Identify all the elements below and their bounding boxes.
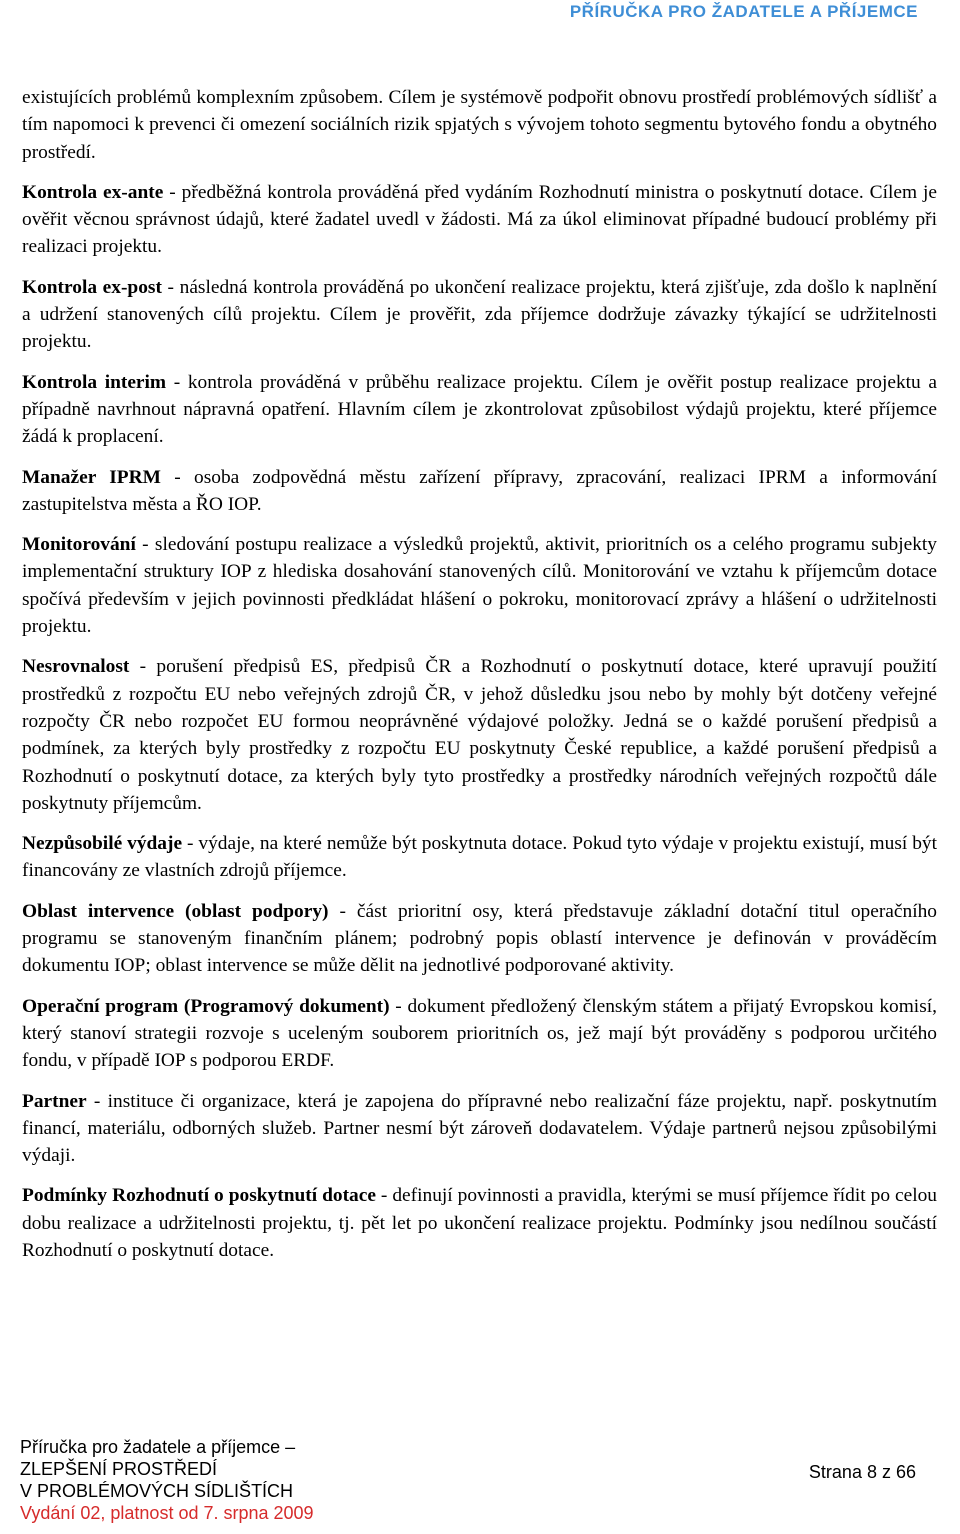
glossary-entry: [22, 464, 937, 519]
glossary-entry: [22, 179, 937, 261]
footer-line-3: V PROBLÉMOVÝCH SÍDLIŠTÍCH: [20, 1481, 294, 1501]
glossary-entry: [22, 1088, 937, 1170]
glossary-entry: [22, 531, 937, 640]
glossary-definition: - následná kontrola prováděná po ukončení realizace projektu, která zjišťuje, zda došlo k naplnění a udržení stanovených cílů projektu. Cílem je prověřit, zda příjemce dodržuje závazky týkající se udržitelnosti projektu.: [22, 276, 937, 353]
footer-line-2: ZLEPŠENÍ PROSTŘEDÍ: [20, 1459, 218, 1479]
glossary-definition: - výdaje, na které nemůže být poskytnuta dotace. Pokud tyto výdaje v projektu existují, musí být financovány ze vlastních zdrojů příjemce.: [22, 833, 937, 882]
footer-line-1: Příručka pro žadatele a příjemce –: [20, 1437, 296, 1457]
glossary-entry: [22, 369, 937, 451]
glossary-term: Manažer IPRM: [22, 466, 161, 488]
glossary-entry: [22, 274, 937, 356]
glossary-definition: - sledování postupu realizace a výsledků projektů, aktivit, prioritních os a celého programu subjekty implementační struktury IOP z hlediska dosahování stanovených cílů. Monitorování ve vztahu k příjemcům dotace spočívá především v jejich povinnosti předkládat hlášení o pokroku, monitorovací zprávy a hlášení o udržitelnosti projektu.: [22, 534, 937, 638]
glossary-term: Oblast intervence (oblast podpory): [22, 900, 329, 922]
glossary-term: Podmínky Rozhodnutí o poskytnutí dotace: [22, 1185, 376, 1207]
glossary-definition: - osoba zodpovědná městu zařízení přípravy, zpracování, realizaci IPRM a informování zastupitelstva města a ŘO IOP.: [22, 466, 937, 515]
glossary-definition: - definují povinnosti a pravidla, kterými se musí příjemce řídit po celou dobu realizace a udržitelnosti projektu, tj. pět let po ukončení realizace projektu. Podmínky jsou nedílnou součástí Rozhodnutí o poskytnutí dotace.: [22, 1185, 937, 1261]
glossary-term: Operační program (Programový dokument): [22, 995, 390, 1017]
intro-paragraph: existujících problémů komplexním způsobem. Cílem je systémově podpořit obnovu prostředí problémových sídlišť a tím napomoci k prevenci či omezení sociálních rizik spjatých s vývojem tohoto segmentu bytového fondu a obytného prostředí.: [22, 87, 937, 163]
glossary-term: Kontrola interim: [22, 371, 167, 393]
glossary-entry: [22, 993, 937, 1075]
glossary-definition: - část prioritní osy, která představuje základní dotační titul operačního programu se stanoveným finančním plánem; podrobný popis oblastí intervence je definován v prováděcím dokumentu IOP; oblast intervence se může dělit na jednotlivé podporované aktivity.: [22, 900, 937, 977]
glossary-entry: [22, 830, 937, 885]
glossary-definition: - kontrola prováděná v průběhu realizace projektu. Cílem je ověřit postup realizace projektu a případně navrhnout nápravná opatření. Hlavním cílem je zkontrolovat způsobilost výdajů projektu, které příjemce žádá k proplacení.: [22, 371, 937, 448]
running-header: PŘÍRUČKA PRO ŽADATELE A PŘÍJEMCE: [569, 2, 918, 21]
glossary-entry: [22, 653, 937, 817]
glossary-term: Nezpůsobilé výdaje: [22, 833, 183, 855]
glossary-term: Kontrola ex-post: [22, 276, 162, 298]
glossary-entry: [22, 1182, 937, 1264]
glossary-term: Kontrola ex-ante: [22, 181, 164, 203]
page-number: Strana 8 z 66: [808, 1462, 916, 1482]
footer-edition: Vydání 02, platnost od 7. srpna 2009: [20, 1503, 314, 1523]
glossary-definition: - předběžná kontrola prováděná před vydáním Rozhodnutí ministra o poskytnutí dotace. Cílem je ověřit věcnou správnost údajů, které žadatel uvedl v žádosti. Má za úkol eliminovat případné budoucí problémy při realizaci projektu.: [22, 181, 937, 258]
glossary-entry: [22, 898, 937, 980]
glossary-term: Monitorování: [22, 534, 136, 556]
glossary-term: Partner: [22, 1090, 87, 1112]
document-body: [22, 84, 937, 1277]
footer-publication-info: [20, 1436, 314, 1524]
glossary-term: Nesrovnalost: [22, 656, 130, 678]
glossary-definition: - instituce či organizace, která je zapojena do přípravné nebo realizační fáze projektu, např. poskytnutím financí, materiálu, odborných služeb. Partner nesmí být zároveň dodavatelem. Výdaje partnerů nejsou způsobilými výdaji.: [22, 1090, 937, 1167]
page-footer: [20, 1436, 936, 1532]
glossary-definition: - dokument předložený členským státem a přijatý Evropskou komisí, který stanoví strategii rozvoje s uceleným souborem prioritních os, jež mají být prováděny s podporou určitého fondu, v případě IOP s podporou ERDF.: [22, 995, 937, 1072]
glossary-definition: - porušení předpisů ES, předpisů ČR a Rozhodnutí o poskytnutí dotace, které upravují použití prostředků z rozpočtu EU nebo veřejných zdrojů ČR, v jehož důsledku jsou nebo by mohly být dotčeny veřejné rozpočty ČR nebo rozpočet EU formou neoprávněné výdajové položky. Jedná se o každé porušení předpisů a podmínek, za kterých byly prostředky z rozpočtu EU poskytnuty České republice, a každé porušení předpisů a Rozhodnutí o poskytnutí dotace, za kterých byly tyto prostředky a prostředky národních veřejných rozpočtů dále poskytnuty příjemcům.: [22, 656, 937, 814]
